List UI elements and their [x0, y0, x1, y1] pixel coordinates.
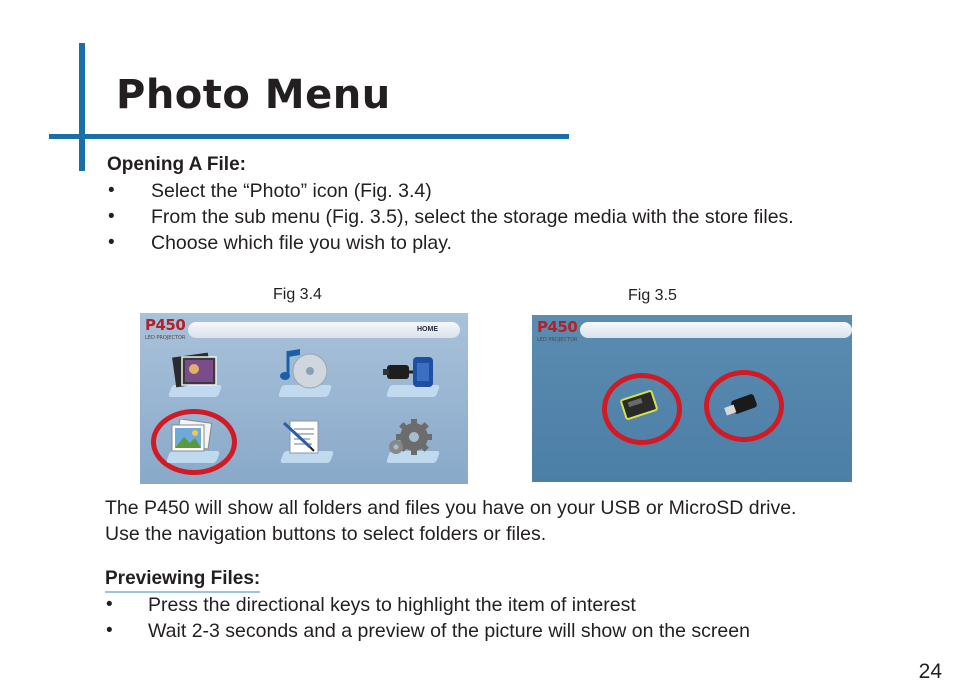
music-icon [278, 345, 334, 391]
fig-3-4-caption: Fig 3.4 [273, 286, 322, 303]
title-accent-vertical-bar [79, 43, 85, 171]
description-line-2: Use the navigation buttons to select folders or files. [105, 523, 547, 545]
logo-tagline: LED PROJECTOR [145, 335, 186, 341]
opening-step-2: From the sub menu (Fig. 3.5), select the storage media with the store files. [151, 206, 794, 228]
p450-logo: P450 [145, 316, 186, 334]
fig-3-4-main-menu-screen [140, 313, 468, 484]
previewing-heading: Previewing Files: [105, 568, 260, 593]
bullet-icon: • [106, 620, 113, 641]
previewing-step-2: Wait 2-3 seconds and a preview of the picture will show on the screen [148, 620, 750, 642]
page-number: 24 [918, 660, 942, 683]
menu-title-bar [580, 322, 852, 338]
bullet-icon: • [108, 180, 115, 201]
document-icon [280, 417, 328, 457]
bullet-icon: • [108, 206, 115, 227]
fig-3-5-caption: Fig 3.5 [628, 287, 677, 304]
description-line-1: The P450 will show all folders and files you have on your USB or MicroSD drive. [105, 497, 797, 519]
fig-3-5-storage-menu-screen [532, 315, 852, 482]
page-title: Photo Menu [116, 72, 391, 118]
title-accent-horizontal-bar [49, 134, 569, 139]
photo-album-icon [168, 419, 216, 457]
opening-step-1: Select the “Photo” icon (Fig. 3.4) [151, 180, 432, 202]
previewing-step-1: Press the directional keys to highlight the item of interest [148, 594, 636, 616]
logo-tagline: LED PROJECTOR [537, 337, 578, 343]
p450-logo: P450 [537, 318, 578, 336]
opening-heading: Opening A File: [107, 154, 246, 175]
settings-icon [384, 415, 436, 459]
video-icon [383, 351, 441, 393]
photo-icon [170, 351, 222, 391]
usb-drive-icon [722, 391, 762, 419]
home-label: HOME [417, 326, 438, 333]
bullet-icon: • [106, 594, 113, 615]
bullet-icon: • [108, 232, 115, 253]
sd-card-icon [619, 389, 659, 421]
opening-step-3: Choose which file you wish to play. [151, 232, 452, 254]
